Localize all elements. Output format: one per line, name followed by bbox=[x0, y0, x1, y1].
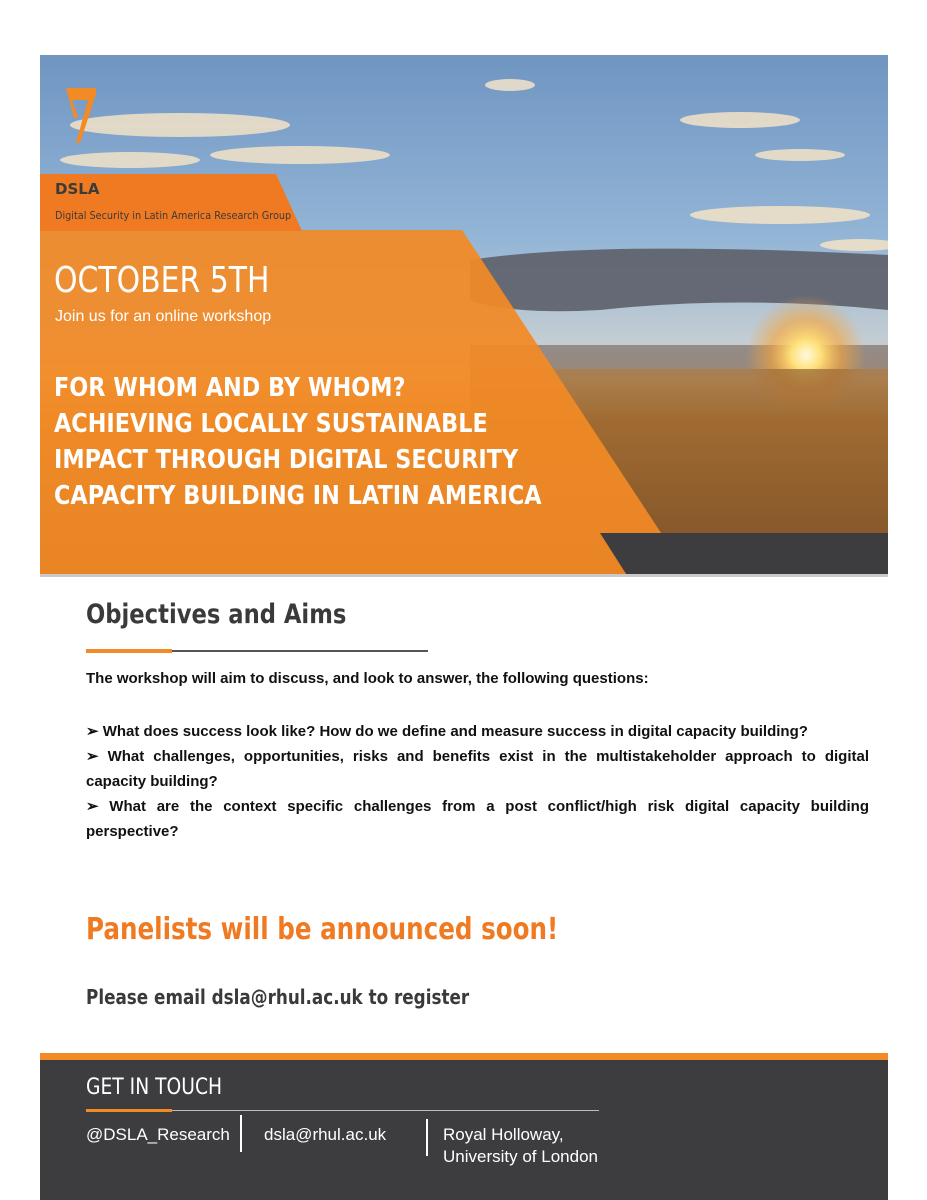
heading-divider-accent bbox=[86, 649, 172, 653]
footer bbox=[40, 1053, 888, 1200]
title-line: FOR WHOM AND BY WHOM? bbox=[54, 373, 406, 403]
institution-line: University of London bbox=[443, 1147, 598, 1166]
title-line: IMPACT THROUGH DIGITAL SECURITY bbox=[54, 445, 519, 475]
list-item: ➢ What does success look like? How do we define and measure success in digital capacity building? bbox=[86, 723, 808, 740]
institution-line: Royal Holloway, bbox=[443, 1125, 564, 1144]
footer-accent-bar bbox=[40, 1053, 888, 1060]
panelists-note: Panelists will be announced soon! bbox=[86, 912, 559, 947]
footer-separator bbox=[426, 1119, 428, 1156]
register-note: Please email dsla@rhul.ac.uk to register bbox=[86, 985, 470, 1009]
institution-name bbox=[443, 1124, 598, 1168]
objectives-heading: Objectives and Aims bbox=[86, 599, 347, 630]
footer-heading: GET IN TOUCH bbox=[86, 1075, 223, 1100]
footer-separator bbox=[240, 1115, 242, 1152]
title-line: CAPACITY BUILDING IN LATIN AMERICA bbox=[54, 481, 542, 511]
org-full-name: Digital Security in Latin America Research Group bbox=[55, 209, 292, 222]
contact-email[interactable]: dsla@rhul.ac.uk bbox=[264, 1125, 387, 1144]
title-line: ACHIEVING LOCALLY SUSTAINABLE bbox=[54, 409, 488, 439]
objectives-intro: The workshop will aim to discuss, and look to answer, the following questions: bbox=[86, 670, 649, 687]
dsla-logo-icon bbox=[66, 88, 98, 146]
list-item: ➢ What are the context specific challenges from a post conflict/high risk digital capacity building perspective? bbox=[86, 798, 869, 840]
questions-list bbox=[86, 719, 869, 844]
twitter-handle[interactable]: @DSLA_Research bbox=[86, 1125, 230, 1144]
event-title bbox=[54, 370, 639, 514]
list-item: ➢ What challenges, opportunities, risks and benefits exist in the multistakeholder approach to digital capacity building? bbox=[86, 748, 869, 790]
org-short-name: DSLA bbox=[55, 180, 100, 198]
header-banner bbox=[40, 55, 888, 577]
event-date: OCTOBER 5TH bbox=[54, 260, 270, 301]
footer-divider-accent bbox=[86, 1109, 172, 1112]
event-subtitle: Join us for an online workshop bbox=[55, 308, 272, 325]
